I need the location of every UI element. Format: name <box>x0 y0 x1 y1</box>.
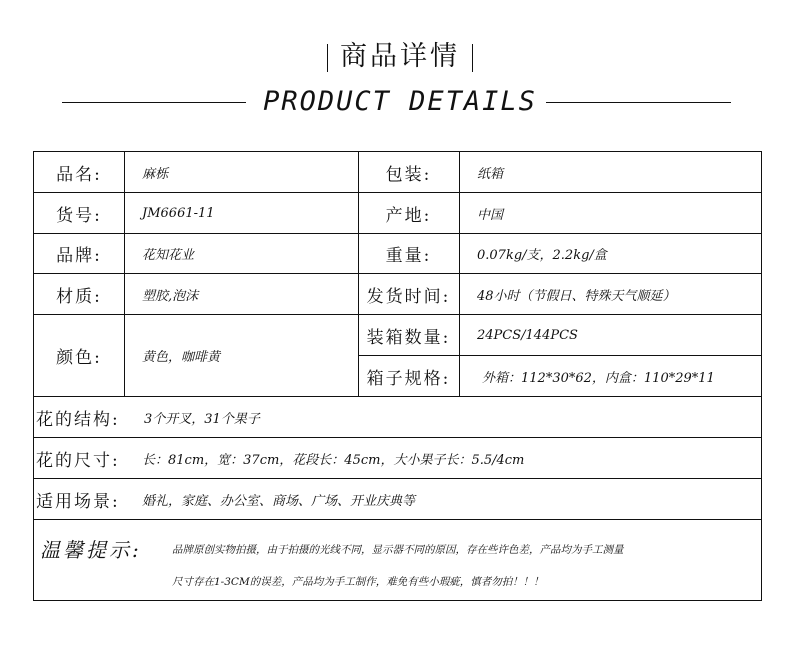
color-label: 颜色: <box>56 348 102 368</box>
row-divider <box>34 519 761 520</box>
package-value: 纸箱 <box>477 166 504 182</box>
col-divider <box>459 152 460 396</box>
name-label: 品名: <box>56 164 102 185</box>
page-title-cn <box>0 34 800 73</box>
ship-time-label: 发货时间: <box>366 286 451 307</box>
notice-line-2: 尺寸存在1-3CM的误差，产品均为手工制作，难免有些小瑕疵，慎者勿拍！！！ <box>172 575 544 588</box>
title-right-bar <box>472 44 473 72</box>
title-left-bar <box>327 44 328 72</box>
package-label: 包装: <box>385 164 432 185</box>
ship-time-value: 48小时（节假日、特殊天气顺延） <box>477 288 676 304</box>
notice-line-1: 品牌原创实物拍摄，由于拍摄的光线不同，显示器不同的原因，存在些许色差，产品均为手工测量 <box>172 543 624 556</box>
box-qty-value: 24PCS/144PCS <box>477 327 578 343</box>
origin-label: 产地: <box>385 205 432 226</box>
product-details-table <box>33 151 762 601</box>
origin-value: 中国 <box>477 207 504 223</box>
brand-label: 品牌: <box>56 246 102 266</box>
box-size-value: 外箱：112*30*62，内盒：110*29*11 <box>482 370 715 386</box>
scene-label: 适用场景: <box>36 491 120 512</box>
scene-value: 婚礼，家庭、办公室、商场、广场、开业庆典等 <box>142 493 416 509</box>
notice-label: 温馨提示: <box>40 537 142 562</box>
sku-value: JM6661-11 <box>142 205 215 221</box>
structure-label: 花的结构: <box>36 409 120 430</box>
size-label: 花的尺寸: <box>36 450 120 471</box>
size-value: 长：81cm，宽：37cm，花段长：45cm，大小果子长：5.5/4cm <box>142 452 525 468</box>
title-cn-text: 商品详情 <box>340 41 460 72</box>
structure-value: 3个开叉，31个果子 <box>144 411 260 427</box>
color-value: 黄色，咖啡黄 <box>142 350 221 365</box>
weight-label: 重量: <box>385 246 432 266</box>
sku-label: 货号: <box>56 205 102 226</box>
col-divider <box>124 152 125 396</box>
weight-value: 0.07kg/支，2.2kg/盒 <box>477 248 607 263</box>
material-value: 塑胶,泡沫 <box>142 288 199 304</box>
material-label: 材质: <box>56 286 102 307</box>
page-title-en: PRODUCT DETAILS <box>263 86 537 117</box>
name-value: 麻栎 <box>142 166 169 182</box>
box-size-label: 箱子规格: <box>366 368 451 389</box>
title-right-rule <box>546 102 731 103</box>
box-qty-label: 装箱数量: <box>366 327 451 348</box>
brand-value: 花知花业 <box>142 248 195 263</box>
